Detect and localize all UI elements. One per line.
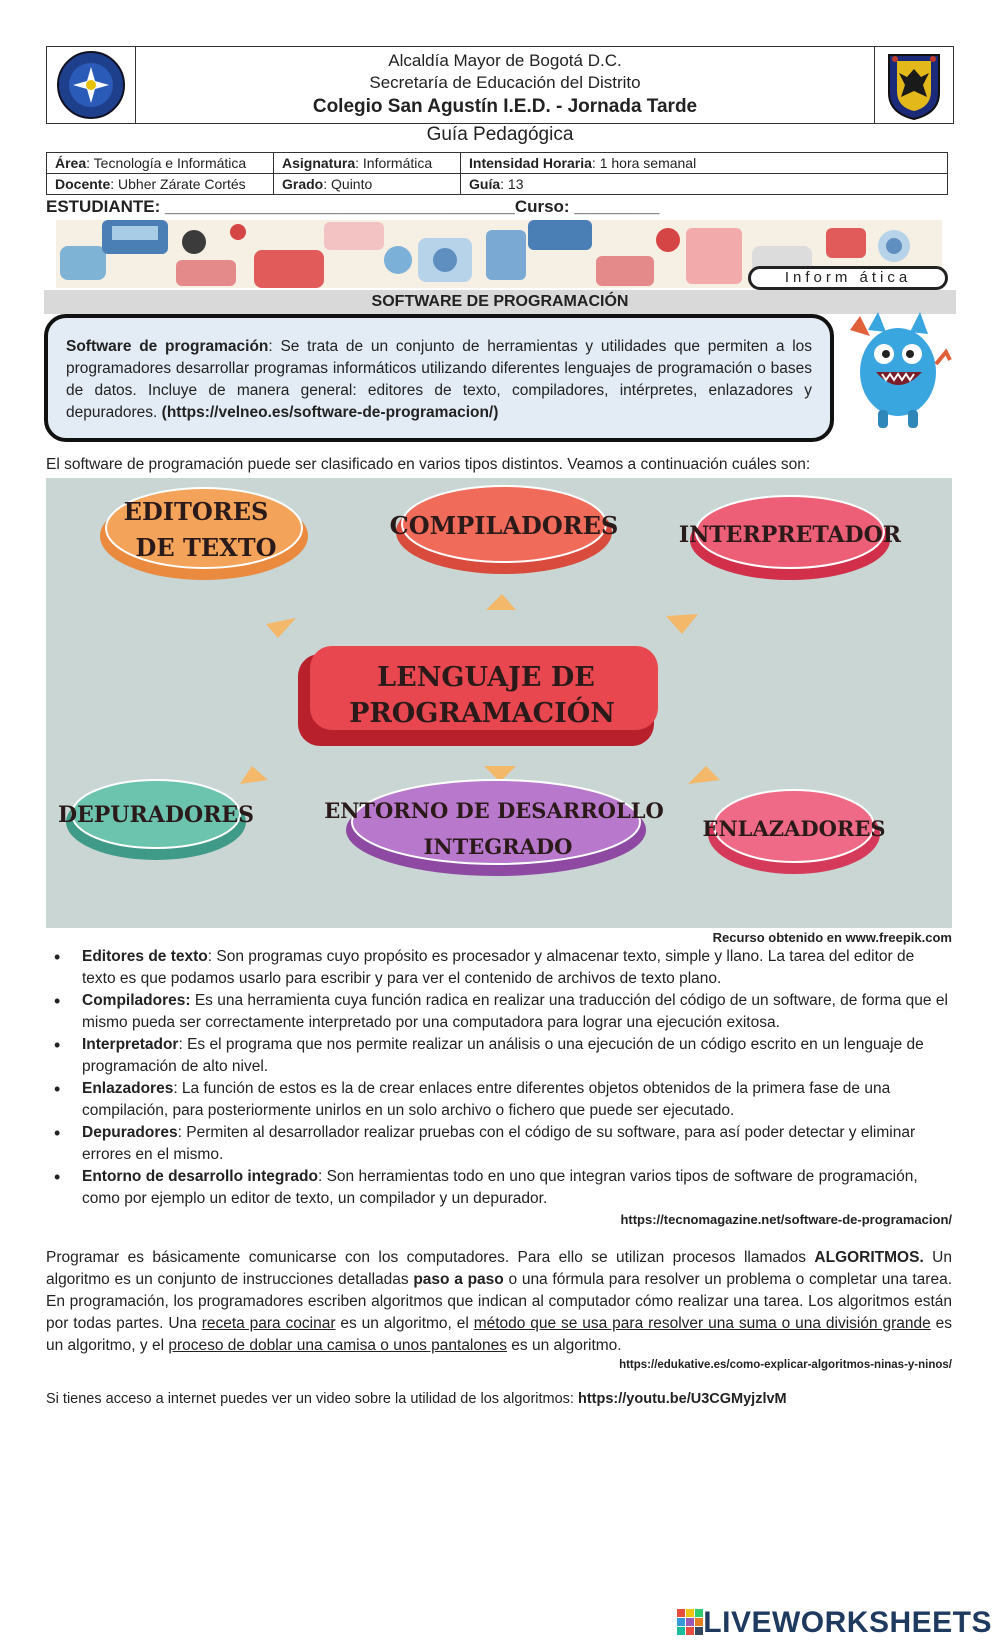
node-compiladores [390,486,619,574]
freepik-credit: Recurso obtenido en www.freepik.com [712,930,952,945]
area-cell: Área: Tecnología e Informática [47,153,274,174]
arrow-icon [486,594,516,610]
definition-source[interactable]: (https://velneo.es/software-de-programacion/) [161,404,499,421]
bogota-shield-icon [875,47,953,123]
header-titles [135,47,875,120]
guide-number-cell: Guía: 13 [461,174,948,195]
header-line-1: Alcaldía Mayor de Bogotá D.C. [388,51,622,70]
software-types-list [46,946,952,1210]
node-entorno-line-1: ENTORNO DE DESARROLLO [324,798,664,823]
list-item: • Editores de texto: Son programas cuyo propósito es procesador y almacenar texto, simple y llano. La tarea del editor de texto es que podamos usarlo para escribir y para ver el contenido de archivos de texto plano. [82,946,952,990]
list-item: • Interpretador: Es el programa que nos permite realizar un análisis o una ejecución de un código escrito en un lenguaje de programación de alto nivel. [82,1034,952,1078]
node-enlazadores-label: ENLAZADORES [702,816,886,841]
subject-cell: Asignatura: Informática [274,153,461,174]
student-line[interactable]: ESTUDIANTE: _____________________________________Curso: _________ [46,197,660,216]
node-editores-line-2: DE TEXTO [135,533,277,562]
school-logo-cell [47,47,136,123]
video-link[interactable]: https://youtu.be/U3CGMyjzlvM [577,1391,787,1407]
node-interpretador-label: INTERPRETADOR [678,522,902,548]
node-entorno [324,780,664,876]
diagram-canvas [46,478,952,928]
center-node [298,646,658,746]
node-depuradores [58,780,254,860]
edukative-credit[interactable]: https://edukative.es/como-explicar-algoritmos-ninas-y-ninos/ [619,1359,952,1371]
definition-term: Software de programación [66,338,269,355]
node-interpretador [679,496,902,580]
arrow-icon [688,766,720,784]
list-item: • Compiladores: Es una herramienta cuya función radica en realizar una traducción del código de un software, de forma que el mismo pueda ser correctamente interpretado por una computadora para lograr una ejecución exitosa. [82,990,952,1034]
list-item: • Depuradores: Permiten al desarrollador realizar pruebas con el código de su software, para así poder detectar y eliminar errores en el mismo. [82,1122,952,1166]
document-header [46,46,954,124]
classification-intro: El software de programación puede ser clasificado en varios tipos distintos. Veamos a continuación cuáles son: [46,456,811,473]
node-depuradores-label: DEPURADORES [57,802,255,828]
node-editores [100,488,308,580]
list-item: • Entorno de desarrollo integrado: Son herramientas todo en uno que integran varios tipos de software de programación, como por ejemplo un editor de texto, un compilador y un depurador. [82,1166,952,1210]
header-line-2: Secretaría de Educación del Distrito [369,73,641,92]
center-node-line-1: LENGUAJE DE [377,662,595,693]
course-info-table [46,152,948,195]
blue-monster-mascot-icon [838,306,954,432]
liveworksheets-logo-icon [677,1609,703,1635]
video-line: Si tienes acceso a internet puedes ver un video sobre la utilidad de los algoritmos: https://youtu.be/U3CGMyjzlvM [46,1391,787,1407]
algorithms-paragraph: Programar es básicamente comunicarse con los computadores. Para ello se utilizan procesos llamados ALGORITMOS. Un algoritmo es un conjunto de instrucciones detalladas paso a paso o una fórmula para resolver un problema o completar una tarea. En programación, los programadores escriben algoritmos que indican al computador cómo realizar una tarea. Los algoritmos están por todas partes. Una receta para cocinar es un algoritmo, el método que se usa para resolver una suma o una división grande es un algoritmo, y el proceso de doblar una camisa o unos pantalones es un algoritmo. [46,1249,952,1354]
arrow-icon [666,614,698,634]
center-node-line-2: PROGRAMACIÓN [349,698,615,729]
arrow-icon [240,766,268,784]
bogota-shield-cell [874,47,953,123]
guide-title: Guía Pedagógica [426,124,574,145]
informatica-label: Inform ática [748,266,948,290]
teacher-cell: Docente: Ubher Zárate Cortés [47,174,274,195]
school-logo-icon [47,47,135,123]
definition-box [44,314,834,442]
node-entorno-line-2: INTEGRADO [423,834,573,859]
school-name: Colegio San Agustín I.E.D. - Jornada Tarde [312,96,698,117]
liveworksheets-watermark: LIVEWORKSHEETS [677,1606,992,1640]
definition-text: : Se trata de un conjunto de herramientas y utilidades que permiten a los programadores desarrollar programas informáticos utilizando diferentes lenguajes de programación o bases de datos. Incluye de manera general: editores de texto, compiladores, intérpretes, enlazadores y depuradores. [66,338,813,421]
programming-software-diagram [46,478,952,928]
grade-cell: Grado: Quinto [274,174,461,195]
node-editores-line-1: EDITORES [123,497,269,526]
section-title: SOFTWARE DE PROGRAMACIÓN [44,290,956,314]
list-item: • Enlazadores: La función de estos es la de crear enlaces entre diferentes objetos obtenidos de la primera fase de una compilación, para posteriormente unirlos en un solo archivo o fichero que puede ser ejecutado. [82,1078,952,1122]
hours-cell: Intensidad Horaria: 1 hora semanal [461,153,948,174]
node-compiladores-label: COMPILADORES [389,511,619,540]
arrow-icon [266,618,296,638]
node-enlazadores [702,790,885,874]
tecnomagazine-credit[interactable]: https://tecnomagazine.net/software-de-programacion/ [620,1212,952,1227]
